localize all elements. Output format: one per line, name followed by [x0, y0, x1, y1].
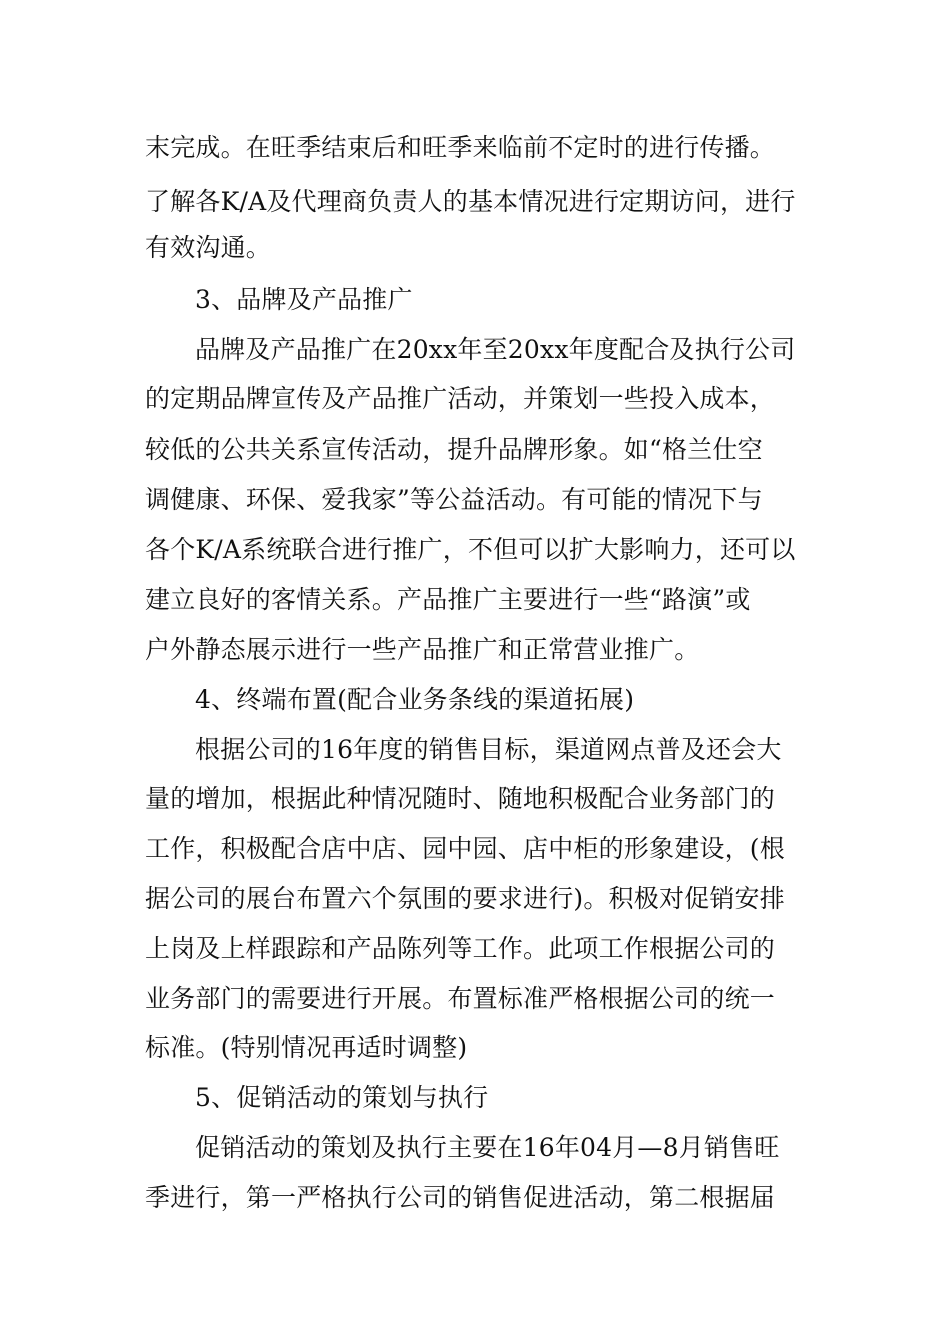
text-line: 建立良好的客情关系。产品推广主要进行一些“路演”或 — [145, 585, 751, 614]
text-line: 标准。(特别情况再适时调整) — [145, 1033, 468, 1062]
text-line: 调健康、环保、爱我家”等公益活动。有可能的情况下与 — [145, 485, 763, 514]
text-line: 上岗及上样跟踪和产品陈列等工作。此项工作根据公司的 — [145, 934, 776, 963]
text-line: 的定期品牌宣传及产品推广活动，并策划一些投入成本， — [145, 384, 776, 413]
text-line: 根据公司的16年度的销售目标，渠道网点普及还会大 — [195, 735, 782, 764]
text-line: 末完成。在旺季结束后和旺季来临前不定时的进行传播。 — [145, 133, 776, 162]
text-line: 了解各K/A及代理商负责人的基本情况进行定期访问，进行 — [145, 187, 796, 216]
section-heading: 5、促销活动的策划与执行 — [195, 1083, 489, 1112]
text-line: 品牌及产品推广在20xx年至20xx年度配合及执行公司 — [195, 335, 796, 364]
text-line: 季进行，第一严格执行公司的销售促进活动，第二根据届 — [145, 1183, 776, 1212]
section-heading: 4、终端布置(配合业务条线的渠道拓展) — [195, 685, 635, 714]
text-line: 量的增加，根据此种情况随时、随地积极配合业务部门的 — [145, 784, 776, 813]
text-line: 工作，积极配合店中店、园中园、店中柜的形象建设，(根 — [145, 834, 785, 863]
text-line: 业务部门的需要进行开展。布置标准严格根据公司的统一 — [145, 984, 776, 1013]
text-line: 据公司的展台布置六个氛围的要求进行)。积极对促销安排 — [145, 884, 785, 913]
text-line: 各个K/A系统联合进行推广，不但可以扩大影响力，还可以 — [145, 535, 796, 564]
section-heading: 3、品牌及产品推广 — [195, 285, 413, 314]
text-line: 较低的公共关系宣传活动，提升品牌形象。如“格兰仕空 — [145, 435, 763, 464]
text-line: 有效沟通。 — [145, 233, 272, 262]
text-line: 户外静态展示进行一些产品推广和正常营业推广。 — [145, 635, 700, 664]
text-line: 促销活动的策划及执行主要在16年04月—8月销售旺 — [195, 1133, 780, 1162]
